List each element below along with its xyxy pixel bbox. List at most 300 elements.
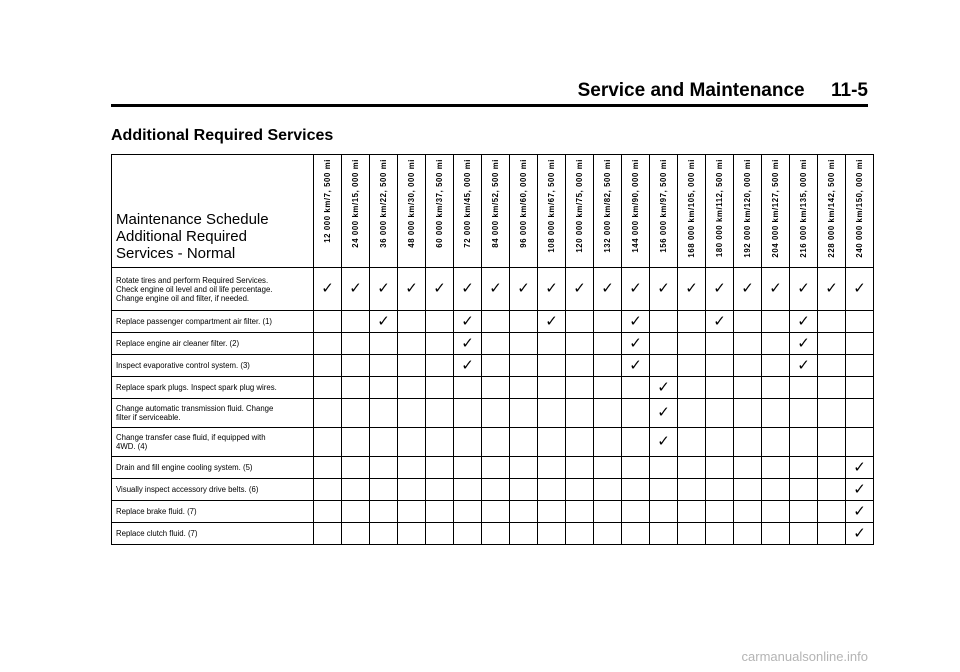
- service-description: [112, 311, 314, 333]
- schedule-cell: [314, 268, 342, 311]
- column-header: [650, 155, 678, 268]
- schedule-cell: [790, 268, 818, 311]
- table-body: [112, 268, 874, 545]
- schedule-cell: [538, 377, 566, 399]
- column-header-label: 240 000 km/150, 000 mi: [855, 159, 864, 258]
- table-row: [112, 523, 874, 545]
- schedule-cell: [314, 479, 342, 501]
- table-row: [112, 311, 874, 333]
- schedule-cell: [734, 457, 762, 479]
- checkmark-icon: ✓: [461, 311, 474, 330]
- checkmark-icon: ✓: [601, 279, 614, 297]
- checkmark-icon: ✓: [545, 279, 558, 297]
- schedule-cell: [790, 333, 818, 355]
- schedule-cell: [538, 399, 566, 428]
- column-header-label: 24 000 km/15, 000 mi: [351, 159, 360, 248]
- schedule-cell: [314, 333, 342, 355]
- checkmark-icon: ✓: [517, 279, 530, 297]
- checkmark-icon: ✓: [461, 355, 474, 374]
- schedule-cell: [846, 311, 874, 333]
- checkmark-icon: ✓: [489, 279, 502, 297]
- service-description: [112, 479, 314, 501]
- schedule-cell: [622, 457, 650, 479]
- checkmark-icon: ✓: [629, 355, 642, 374]
- schedule-cell: [594, 333, 622, 355]
- schedule-cell: [566, 501, 594, 523]
- checkmark-icon: ✓: [405, 279, 418, 297]
- schedule-cell: [342, 428, 370, 457]
- schedule-cell: [818, 399, 846, 428]
- schedule-cell: [482, 523, 510, 545]
- schedule-cell: [566, 311, 594, 333]
- header-rule: [111, 104, 868, 107]
- checkmark-icon: ✓: [629, 311, 642, 330]
- column-header-label: 60 000 km/37, 500 mi: [435, 159, 444, 248]
- service-description-line: Replace clutch fluid. (7): [116, 529, 198, 538]
- schedule-cell: [762, 457, 790, 479]
- checkmark-icon: ✓: [349, 279, 362, 297]
- schedule-cell: [846, 355, 874, 377]
- column-header-label: 216 000 km/135, 000 mi: [799, 159, 808, 258]
- schedule-cell: [398, 333, 426, 355]
- schedule-cell: [846, 377, 874, 399]
- column-header-label: 144 000 km/90, 000 mi: [631, 159, 640, 253]
- schedule-cell: [538, 428, 566, 457]
- checkmark-icon: ✓: [853, 457, 866, 476]
- checkmark-icon: ✓: [461, 279, 474, 297]
- schedule-cell: [790, 523, 818, 545]
- schedule-cell: [734, 479, 762, 501]
- checkmark-icon: ✓: [377, 311, 390, 330]
- schedule-cell: [538, 333, 566, 355]
- schedule-cell: [398, 501, 426, 523]
- checkmark-icon: ✓: [657, 403, 670, 421]
- schedule-cell: [734, 311, 762, 333]
- schedule-cell: [538, 523, 566, 545]
- schedule-cell: [510, 457, 538, 479]
- schedule-cell: [650, 268, 678, 311]
- checkmark-icon: ✓: [377, 279, 390, 297]
- service-description: [112, 399, 314, 428]
- service-description-line: filter if serviceable.: [116, 413, 181, 422]
- schedule-cell: [762, 428, 790, 457]
- table-header-row: [112, 155, 874, 268]
- schedule-cell: [426, 333, 454, 355]
- schedule-cell: [818, 428, 846, 457]
- schedule-cell: [314, 311, 342, 333]
- schedule-cell: [734, 523, 762, 545]
- schedule-cell: [454, 311, 482, 333]
- schedule-cell: [594, 428, 622, 457]
- column-header: [370, 155, 398, 268]
- table-corner-heading: [112, 155, 314, 268]
- column-header: [678, 155, 706, 268]
- column-header-label: 12 000 km/7, 500 mi: [323, 159, 332, 243]
- schedule-cell: [650, 311, 678, 333]
- service-description: [112, 501, 314, 523]
- schedule-cell: [482, 428, 510, 457]
- schedule-cell: [342, 355, 370, 377]
- schedule-cell: [594, 311, 622, 333]
- schedule-cell: [734, 399, 762, 428]
- service-description-line: Rotate tires and perform Required Services.: [116, 275, 269, 285]
- schedule-cell: [426, 457, 454, 479]
- schedule-cell: [818, 377, 846, 399]
- schedule-cell: [594, 377, 622, 399]
- schedule-cell: [734, 268, 762, 311]
- schedule-cell: [342, 399, 370, 428]
- schedule-cell: [622, 377, 650, 399]
- checkmark-icon: ✓: [853, 523, 866, 542]
- schedule-cell: [510, 479, 538, 501]
- table-row: [112, 333, 874, 355]
- section-title: Additional Required Services: [111, 127, 334, 144]
- checkmark-icon: ✓: [853, 479, 866, 498]
- checkmark-icon: ✓: [657, 279, 670, 297]
- checkmark-icon: ✓: [797, 333, 810, 352]
- service-description-line: Inspect evaporative control system. (3): [116, 361, 250, 370]
- table-row: [112, 399, 874, 428]
- schedule-cell: [342, 457, 370, 479]
- service-description: [112, 377, 314, 399]
- checkmark-icon: ✓: [825, 279, 838, 297]
- schedule-cell: [846, 501, 874, 523]
- schedule-cell: [510, 428, 538, 457]
- schedule-cell: [454, 479, 482, 501]
- schedule-cell: [818, 501, 846, 523]
- schedule-cell: [538, 457, 566, 479]
- table-row: [112, 457, 874, 479]
- schedule-cell: [734, 333, 762, 355]
- corner-heading-line: Services - Normal: [116, 245, 236, 262]
- schedule-cell: [706, 457, 734, 479]
- service-description: [112, 457, 314, 479]
- schedule-cell: [678, 355, 706, 377]
- schedule-cell: [370, 457, 398, 479]
- schedule-cell: [426, 523, 454, 545]
- schedule-cell: [790, 428, 818, 457]
- column-header-label: 120 000 km/75, 000 mi: [575, 159, 584, 253]
- schedule-cell: [454, 377, 482, 399]
- schedule-cell: [342, 311, 370, 333]
- schedule-cell: [762, 479, 790, 501]
- schedule-cell: [342, 268, 370, 311]
- service-description-line: Replace engine air cleaner filter. (2): [116, 339, 240, 348]
- schedule-cell: [538, 501, 566, 523]
- schedule-cell: [370, 333, 398, 355]
- schedule-cell: [622, 355, 650, 377]
- schedule-cell: [594, 355, 622, 377]
- schedule-cell: [678, 333, 706, 355]
- schedule-cell: [342, 523, 370, 545]
- page-header-title: Service and Maintenance 11-5: [577, 80, 868, 101]
- column-header: [342, 155, 370, 268]
- checkmark-icon: ✓: [629, 279, 642, 297]
- schedule-cell: [482, 311, 510, 333]
- service-description: [112, 523, 314, 545]
- schedule-cell: [790, 377, 818, 399]
- schedule-cell: [398, 523, 426, 545]
- service-description: [112, 355, 314, 377]
- checkmark-icon: ✓: [629, 333, 642, 352]
- checkmark-icon: ✓: [685, 279, 698, 297]
- service-description: [112, 428, 314, 457]
- schedule-cell: [342, 501, 370, 523]
- schedule-cell: [454, 355, 482, 377]
- schedule-cell: [706, 355, 734, 377]
- schedule-cell: [454, 428, 482, 457]
- schedule-cell: [370, 377, 398, 399]
- schedule-cell: [622, 501, 650, 523]
- schedule-cell: [734, 377, 762, 399]
- checkmark-icon: ✓: [797, 311, 810, 330]
- schedule-cell: [622, 333, 650, 355]
- column-header-label: 132 000 km/82, 500 mi: [603, 159, 612, 253]
- corner-heading-line: Maintenance Schedule: [116, 211, 269, 228]
- maintenance-schedule-table: [111, 154, 874, 545]
- schedule-cell: [342, 333, 370, 355]
- column-header: [538, 155, 566, 268]
- schedule-cell: [566, 268, 594, 311]
- service-description-line: Check engine oil level and oil life percentage.: [116, 284, 273, 294]
- service-description-line: Replace spark plugs. Inspect spark plug wires.: [116, 383, 277, 392]
- schedule-cell: [482, 355, 510, 377]
- column-header: [818, 155, 846, 268]
- schedule-cell: [678, 501, 706, 523]
- service-description-line: Change transfer case fluid, if equipped with: [116, 433, 266, 442]
- column-header: [398, 155, 426, 268]
- schedule-cell: [538, 355, 566, 377]
- schedule-cell: [510, 377, 538, 399]
- schedule-cell: [482, 399, 510, 428]
- checkmark-icon: ✓: [657, 377, 670, 396]
- checkmark-icon: ✓: [853, 279, 866, 297]
- schedule-cell: [622, 268, 650, 311]
- schedule-cell: [622, 311, 650, 333]
- schedule-cell: [790, 399, 818, 428]
- schedule-cell: [398, 377, 426, 399]
- schedule-cell: [398, 355, 426, 377]
- column-header: [566, 155, 594, 268]
- schedule-cell: [370, 501, 398, 523]
- schedule-cell: [762, 377, 790, 399]
- schedule-cell: [314, 457, 342, 479]
- schedule-cell: [846, 479, 874, 501]
- checkmark-icon: ✓: [797, 279, 810, 297]
- schedule-cell: [846, 399, 874, 428]
- column-header-label: 180 000 km/112, 500 mi: [715, 159, 724, 258]
- schedule-cell: [734, 428, 762, 457]
- schedule-cell: [650, 479, 678, 501]
- table-row: [112, 428, 874, 457]
- checkmark-icon: ✓: [797, 355, 810, 374]
- schedule-cell: [314, 501, 342, 523]
- column-header: [314, 155, 342, 268]
- footer-watermark: carmanualsonline.info: [741, 649, 868, 664]
- checkmark-icon: ✓: [321, 279, 334, 297]
- schedule-cell: [426, 501, 454, 523]
- column-header: [454, 155, 482, 268]
- schedule-cell: [454, 399, 482, 428]
- table-row: [112, 268, 874, 311]
- schedule-cell: [314, 399, 342, 428]
- column-header-label: 204 000 km/127, 500 mi: [771, 159, 780, 258]
- service-description: [112, 268, 314, 311]
- column-header-label: 192 000 km/120, 000 mi: [743, 159, 752, 258]
- schedule-cell: [706, 428, 734, 457]
- table-row: [112, 355, 874, 377]
- schedule-cell: [566, 428, 594, 457]
- service-description-line: Change engine oil and filter, if needed.: [116, 293, 250, 303]
- column-header: [706, 155, 734, 268]
- schedule-cell: [846, 333, 874, 355]
- schedule-cell: [426, 479, 454, 501]
- schedule-cell: [594, 479, 622, 501]
- schedule-cell: [510, 311, 538, 333]
- column-header-label: 96 000 km/60, 000 mi: [519, 159, 528, 248]
- service-description-line: Change automatic transmission fluid. Change: [116, 404, 274, 413]
- schedule-cell: [314, 523, 342, 545]
- schedule-cell: [454, 523, 482, 545]
- schedule-cell: [706, 523, 734, 545]
- schedule-cell: [454, 268, 482, 311]
- checkmark-icon: ✓: [853, 501, 866, 520]
- schedule-cell: [314, 355, 342, 377]
- checkmark-icon: ✓: [461, 333, 474, 352]
- schedule-cell: [510, 333, 538, 355]
- column-header: [734, 155, 762, 268]
- column-header: [510, 155, 538, 268]
- schedule-cell: [370, 428, 398, 457]
- schedule-cell: [510, 501, 538, 523]
- service-description-line: Replace brake fluid. (7): [116, 507, 197, 516]
- column-header-label: 48 000 km/30, 000 mi: [407, 159, 416, 248]
- schedule-cell: [706, 333, 734, 355]
- table-row: [112, 479, 874, 501]
- schedule-cell: [370, 268, 398, 311]
- column-header: [790, 155, 818, 268]
- schedule-cell: [818, 268, 846, 311]
- schedule-cell: [818, 479, 846, 501]
- schedule-cell: [650, 399, 678, 428]
- column-header: [622, 155, 650, 268]
- schedule-cell: [594, 501, 622, 523]
- schedule-cell: [818, 311, 846, 333]
- schedule-cell: [846, 523, 874, 545]
- schedule-cell: [762, 501, 790, 523]
- table-row: [112, 377, 874, 399]
- schedule-cell: [566, 333, 594, 355]
- column-header-label: 168 000 km/105, 000 mi: [687, 159, 696, 258]
- column-header: [762, 155, 790, 268]
- schedule-cell: [370, 355, 398, 377]
- schedule-cell: [426, 268, 454, 311]
- schedule-cell: [398, 457, 426, 479]
- schedule-cell: [734, 501, 762, 523]
- schedule-cell: [482, 377, 510, 399]
- schedule-cell: [370, 523, 398, 545]
- schedule-cell: [482, 333, 510, 355]
- schedule-cell: [398, 428, 426, 457]
- schedule-cell: [678, 377, 706, 399]
- schedule-cell: [678, 457, 706, 479]
- schedule-cell: [762, 355, 790, 377]
- schedule-cell: [706, 311, 734, 333]
- checkmark-icon: ✓: [713, 279, 726, 297]
- schedule-cell: [622, 399, 650, 428]
- schedule-cell: [790, 311, 818, 333]
- column-header: [482, 155, 510, 268]
- schedule-cell: [706, 377, 734, 399]
- schedule-cell: [566, 377, 594, 399]
- service-description: [112, 333, 314, 355]
- schedule-cell: [538, 311, 566, 333]
- schedule-cell: [566, 355, 594, 377]
- schedule-cell: [706, 268, 734, 311]
- schedule-cell: [426, 428, 454, 457]
- schedule-cell: [650, 333, 678, 355]
- schedule-cell: [538, 479, 566, 501]
- checkmark-icon: ✓: [433, 279, 446, 297]
- schedule-cell: [846, 428, 874, 457]
- service-description-line: Replace passenger compartment air filter. (1): [116, 317, 273, 326]
- schedule-cell: [342, 479, 370, 501]
- schedule-cell: [510, 268, 538, 311]
- service-description-line: 4WD. (4): [116, 442, 148, 451]
- service-description-line: Visually inspect accessory drive belts. (6): [116, 485, 259, 494]
- schedule-cell: [594, 399, 622, 428]
- column-header-label: 72 000 km/45, 000 mi: [463, 159, 472, 248]
- schedule-cell: [762, 523, 790, 545]
- schedule-cell: [678, 523, 706, 545]
- schedule-cell: [398, 399, 426, 428]
- schedule-cell: [650, 457, 678, 479]
- schedule-cell: [342, 377, 370, 399]
- schedule-cell: [650, 501, 678, 523]
- schedule-cell: [566, 479, 594, 501]
- schedule-cell: [566, 523, 594, 545]
- schedule-cell: [538, 268, 566, 311]
- column-header-label: 108 000 km/67, 500 mi: [547, 159, 556, 253]
- schedule-cell: [482, 268, 510, 311]
- schedule-cell: [510, 523, 538, 545]
- schedule-cell: [622, 479, 650, 501]
- schedule-cell: [706, 479, 734, 501]
- schedule-cell: [426, 311, 454, 333]
- schedule-cell: [818, 355, 846, 377]
- schedule-cell: [790, 501, 818, 523]
- schedule-cell: [566, 399, 594, 428]
- schedule-cell: [398, 311, 426, 333]
- service-description-line: Drain and fill engine cooling system. (5): [116, 463, 253, 472]
- schedule-cell: [762, 333, 790, 355]
- schedule-cell: [566, 457, 594, 479]
- schedule-cell: [594, 268, 622, 311]
- column-header: [594, 155, 622, 268]
- checkmark-icon: ✓: [545, 311, 558, 330]
- schedule-cell: [818, 333, 846, 355]
- schedule-cell: [482, 501, 510, 523]
- schedule-cell: [650, 377, 678, 399]
- schedule-cell: [790, 355, 818, 377]
- schedule-cell: [314, 377, 342, 399]
- column-header-label: 84 000 km/52, 500 mi: [491, 159, 500, 248]
- column-header-label: 156 000 km/97, 500 mi: [659, 159, 668, 253]
- schedule-cell: [594, 523, 622, 545]
- schedule-cell: [762, 399, 790, 428]
- schedule-cell: [818, 523, 846, 545]
- schedule-cell: [678, 428, 706, 457]
